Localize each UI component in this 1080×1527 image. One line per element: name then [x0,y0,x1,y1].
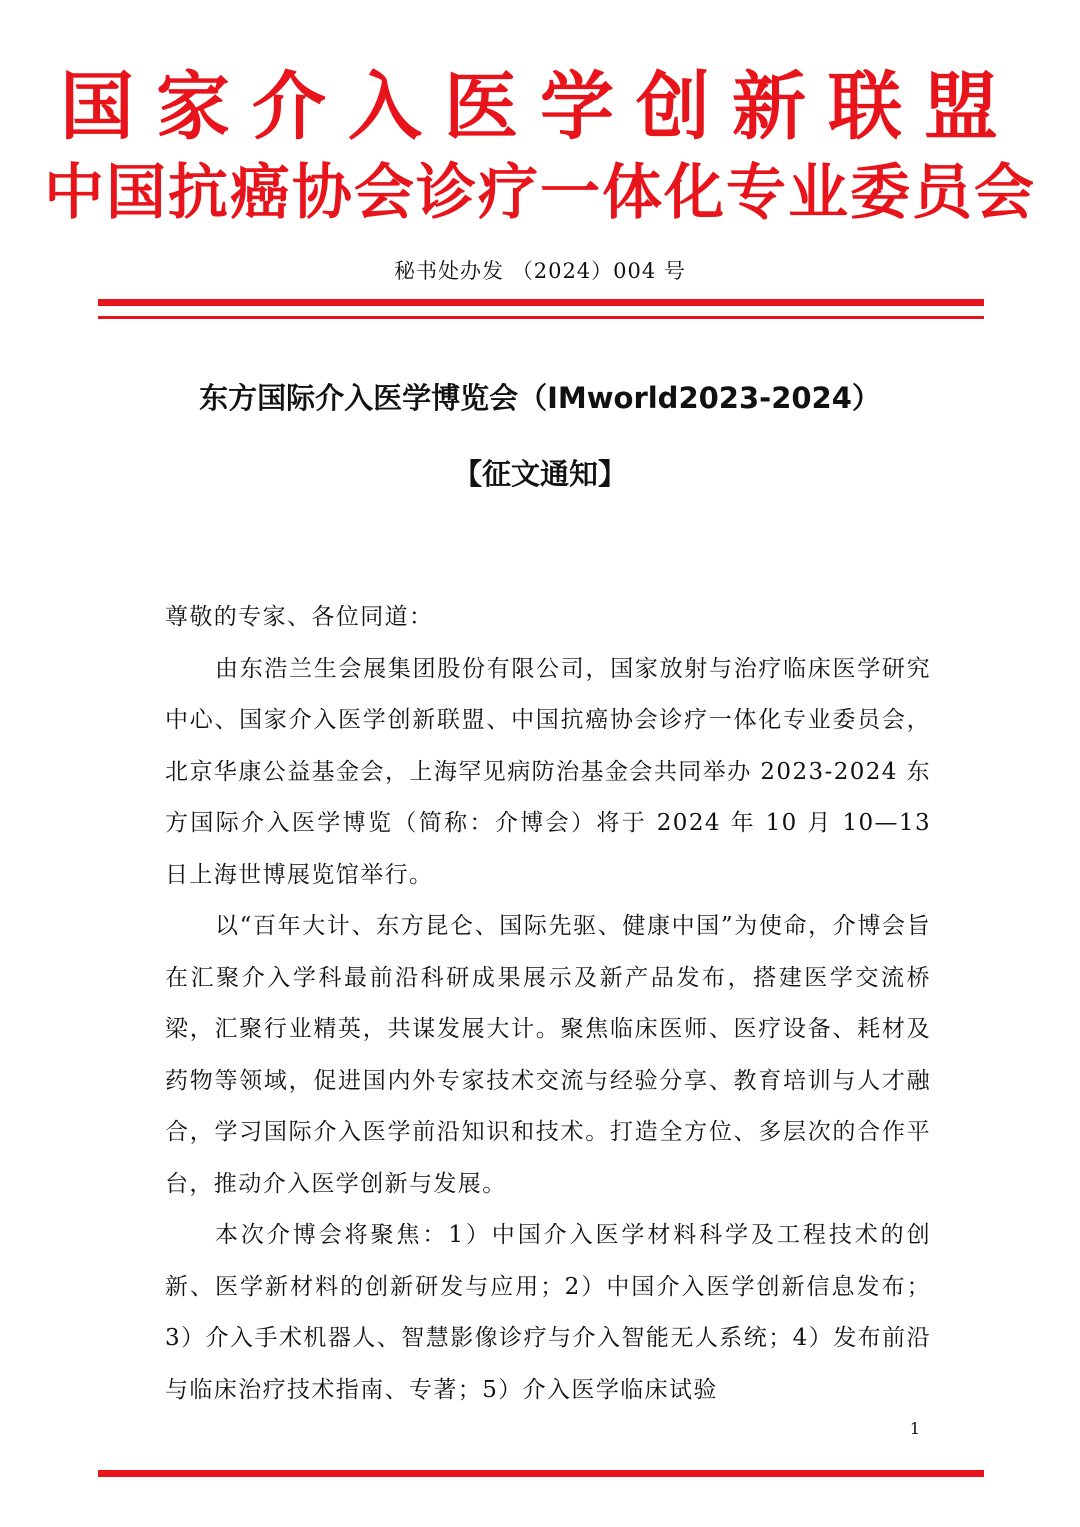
body-paragraph: 本次介博会将聚焦：1）中国介入医学材料科学及工程技术的创新、医学新材料的创新研发与应用；2）中国介入医学创新信息发布；3）介入手术机器人、智慧影像诊疗与介入智能无人系统；4）发布前沿与临床治疗技术指南、专著；5）介入医学临床试验 [165,1222,931,1403]
notice-body [165,592,931,1416]
body-paragraph: 以“百年大计、东方昆仑、国际先驱、健康中国”为使命，介博会旨在汇聚介入学科最前沿科研成果展示及新产品发布，搭建医学交流桥梁，汇聚行业精英，共谋发展大计。聚焦临床医师、医疗设备、耗材及药物等领域，促进国内外专家技术交流与经验分享、教育培训与人才融合，学习国际介入医学前沿知识和技术。打造全方位、多层次的合作平台，推动介入医学创新与发展。 [165,913,931,1197]
header-divider-thin [98,316,984,319]
document-number: 秘书处办发 （2024）004 号 [394,259,686,283]
salutation: 尊敬的专家、各位同道： [165,604,434,630]
notice-subtitle: 【征文通知】 [452,457,627,491]
letterhead-organization-2: 中国抗癌协会诊疗一体化专业委员会 [44,158,1036,228]
header-divider-thick [98,299,984,306]
body-paragraph: 由东浩兰生会展集团股份有限公司，国家放射与治疗临床医学研究中心、国家介入医学创新联盟、中国抗癌协会诊疗一体化专业委员会，北京华康公益基金会，上海罕见病防治基金会共同举办 2023-2024 东方国际介入医学博览（简称：介博会）将于 2024 年 10 月 10—13 日上海世博展览馆举行。 [165,655,931,888]
notice-title: 东方国际介入医学博览会（IMworld2023-2024） [199,381,881,415]
footer-divider [98,1470,984,1477]
page-number: 1 [909,1419,920,1438]
letterhead-organization-1: 国家介入医学创新联盟 [60,64,1020,150]
